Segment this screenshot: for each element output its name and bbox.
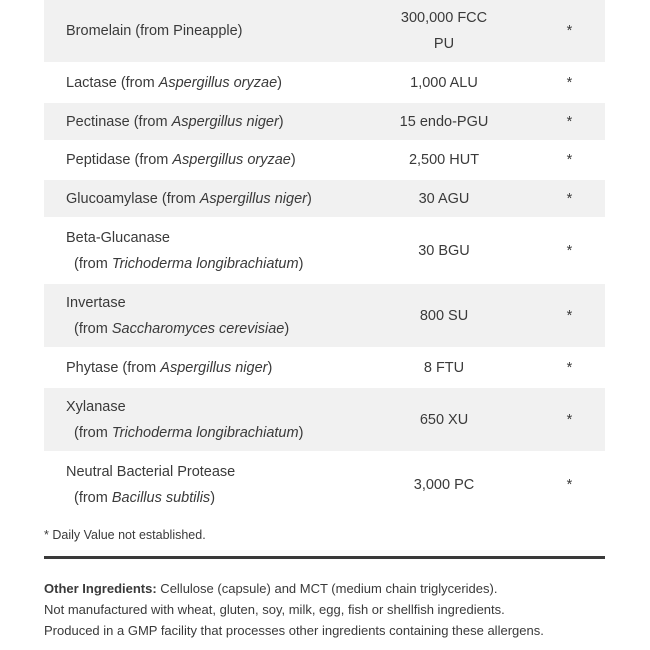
ingredient-name: Xylanase (from Trichoderma longibrachiatum) bbox=[66, 398, 304, 441]
other-ingredients-text: Cellulose (capsule) and MCT (medium chain triglycerides). bbox=[156, 581, 498, 596]
table-row bbox=[44, 349, 605, 388]
ingredient-amount: 30 BGU bbox=[418, 242, 470, 259]
divider bbox=[44, 556, 605, 559]
supplement-facts-table bbox=[44, 0, 605, 518]
daily-value: * bbox=[566, 476, 573, 493]
ingredient-name: Lactase (from Aspergillus oryzae) bbox=[66, 74, 282, 91]
table-row bbox=[44, 142, 605, 180]
table-row bbox=[44, 219, 605, 284]
ingredient-amount: 30 AGU bbox=[418, 190, 470, 207]
daily-value: * bbox=[566, 411, 573, 428]
daily-value: * bbox=[566, 74, 573, 91]
ingredient-name: Neutral Bacterial Protease (from Bacillus subtilis) bbox=[66, 463, 236, 506]
ingredient-amount: 800 SU bbox=[419, 307, 469, 324]
table-row bbox=[44, 64, 605, 103]
other-ingredients bbox=[44, 578, 624, 641]
daily-value: * bbox=[566, 23, 573, 39]
ingredient-name: Invertase (from Saccharomyces cerevisiae) bbox=[66, 294, 290, 337]
ingredient-name: Peptidase (from Aspergillus oryzae) bbox=[66, 152, 296, 168]
ingredient-amount: 15 endo-PGU bbox=[399, 113, 489, 130]
daily-value: * bbox=[566, 113, 573, 130]
daily-value: * bbox=[566, 359, 573, 376]
ingredient-amount: 650 XU bbox=[419, 411, 469, 428]
facility-statement: Produced in a GMP facility that processes other ingredients containing these allergens. bbox=[44, 623, 544, 638]
daily-value: * bbox=[566, 242, 573, 259]
ingredient-name: Beta-Glucanase (from Trichoderma longibrachiatum) bbox=[66, 229, 304, 272]
table-row bbox=[44, 103, 605, 142]
table-row bbox=[44, 453, 605, 518]
table-row bbox=[44, 284, 605, 349]
ingredient-amount: 1,000 ALU bbox=[410, 74, 478, 91]
daily-value: * bbox=[566, 307, 573, 324]
allergen-statement: Not manufactured with wheat, gluten, soy, milk, egg, fish or shellfish ingredients. bbox=[44, 602, 505, 617]
daily-value: * bbox=[566, 190, 573, 207]
table-row bbox=[44, 0, 605, 64]
other-ingredients-label: Other Ingredients: bbox=[44, 581, 157, 596]
table-row bbox=[44, 388, 605, 453]
ingredient-amount: 300,000 FCC PU bbox=[400, 10, 488, 52]
ingredient-amount: 3,000 PC bbox=[413, 476, 475, 493]
daily-value: * bbox=[566, 152, 573, 168]
ingredient-name: Glucoamylase (from Aspergillus niger) bbox=[66, 190, 312, 207]
ingredient-amount: 2,500 HUT bbox=[408, 152, 480, 168]
ingredient-name: Bromelain (from Pineapple) bbox=[66, 23, 243, 39]
ingredient-name: Pectinase (from Aspergillus niger) bbox=[66, 113, 284, 130]
daily-value-footnote: * Daily Value not established. bbox=[44, 528, 206, 542]
ingredient-name: Phytase (from Aspergillus niger) bbox=[66, 359, 273, 376]
table-row bbox=[44, 180, 605, 219]
ingredient-amount: 8 FTU bbox=[423, 359, 465, 376]
